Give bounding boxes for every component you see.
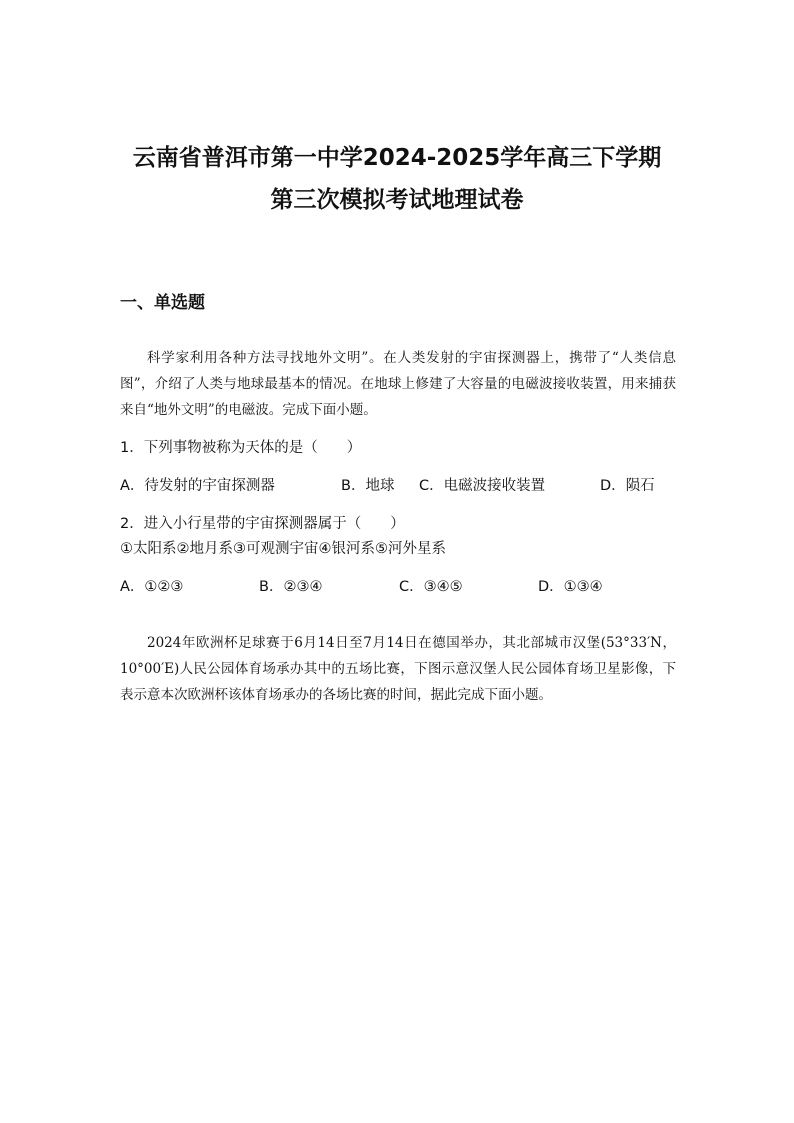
question-1-option-d: D．陨石 xyxy=(600,478,655,494)
question-2-stem: 2．进入小行星带的宇宙探测器属于（ ） xyxy=(120,516,405,532)
question-2-options xyxy=(120,576,700,598)
question-1-options xyxy=(120,475,700,497)
question-2-option-c: C．③④⑤ xyxy=(399,579,463,595)
question-1-option-a: A．待发射的宇宙探测器 xyxy=(120,478,275,494)
reading-passage-1: 科学家利用各种方法寻找地外文明”。在人类发射的宇宙探测器上，携带了“人类信息图”，介绍了人类与地球最基本的情况。在地球上修建了大容量的电磁波接收装置，用来捕获来自“地外文明”的电磁波。完成下面小题。 xyxy=(120,350,676,418)
section-heading: 一、单选题 xyxy=(120,293,205,313)
exam-title-line-1: 云南省普洱市第一中学2024-2025学年高三下学期 xyxy=(132,145,662,171)
question-1-stem: 1．下列事物被称为天体的是（ ） xyxy=(120,440,362,456)
question-2-option-d: D．①③④ xyxy=(538,579,603,595)
question-2-option-b: B．②③④ xyxy=(259,579,323,595)
reading-passage-2: 2024年欧洲杯足球赛于6月14日至7月14日在德国举办，其北部城市汉堡(53°33′N，10°00′E)人民公园体育场承办其中的五场比赛，下图示意汉堡人民公园体育场卫星影像，下表示意本次欧洲杯该体育场承办的各场比赛的时间，据此完成下面小题。 xyxy=(120,635,676,703)
exam-title-line-2: 第三次模拟考试地理试卷 xyxy=(270,187,524,213)
question-2-option-a: A．①②③ xyxy=(120,579,184,595)
question-2-choices: ①太阳系②地月系③可观测宇宙④银河系⑤河外星系 xyxy=(120,541,446,557)
question-1-option-b: B．地球 xyxy=(341,478,395,494)
question-1-option-c: C．电磁波接收装置 xyxy=(419,478,546,494)
